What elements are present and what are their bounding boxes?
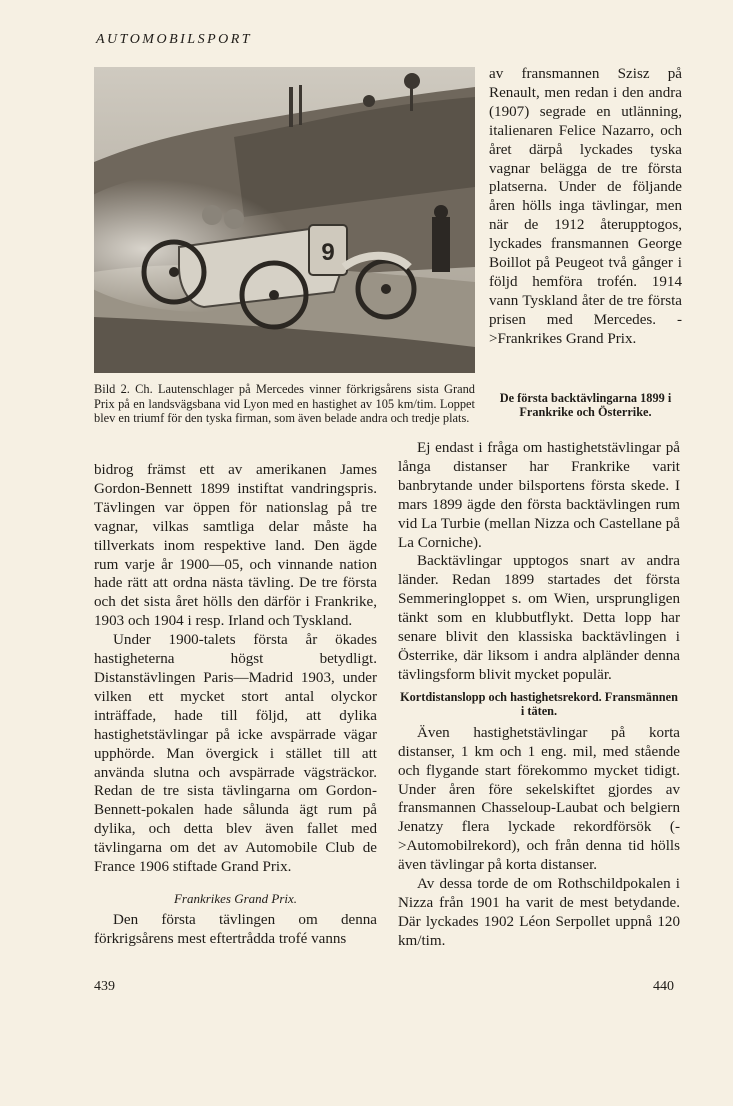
paragraph: Den första tävlingen om denna förkrigsårens mest eftertrådda trofé vanns (94, 911, 377, 947)
photo-caption: Bild 2. Ch. Lautenschlager på Mercedes vinner förkrigsårens sista Grand Prix på en landsvägsbana vid Lyon med en hastighet av 105 km/tim. Loppet blev en triumf för den tyska firman, som även belade andra och tredje plats. (94, 382, 475, 426)
paragraph: Även hastighetstävlingar på korta distanser, 1 km och 1 eng. mil, med stående och flygande start förekommo mycket tidigt. Under åren före sekelskiftet gjordes av fransmannen Chasseloup-Laubat och belgiern Jenatzy flera lyckade rekordförsök (->Automobilrekord), och från denna tid hölls även tävlingar på korta distanser. (398, 724, 680, 874)
page-number-left: 439 (94, 979, 115, 994)
section-heading-grand-prix: Frankrikes Grand Prix. (173, 890, 298, 906)
right-column (398, 439, 680, 951)
car-number: 9 (321, 239, 335, 266)
race-photo (94, 67, 475, 373)
paragraph: Under 1900-talets första år ökades hastigheterna högst betydligt. Distanstävlingen Paris—Madrid 1903, under vilken ett mycket stort antal olyckor inträffade, hade till följd, att dylika hastighetstävlingar på icke avspärrade vägar upphörde. Man övergick i stället till att använda slutna och avspärrade vägsträckor. Redan de tre sista tävlingarna om Gordon-Bennett-pokalen hade sålunda ägt rum på dylika, och detta blev även fallet med tävlingarna om det av Automobile Club de France 1906 stiftade Grand Prix. (94, 632, 377, 876)
race-car-illustration (94, 67, 475, 373)
paragraph: Backtävlingar upptogos snart av andra länder. Redan 1899 startades det första Semmeringloppet s. om Wien, ursprungligen tänkt som en klubbutflykt. Detta lopp har senare blivit den klassiska backtävlingen i Österrike, där liksom i andra alpländer denna tävlingsform blivit mycket populär. (398, 553, 680, 683)
section-heading-backtavlingar: De första backtävlingarna 1899 i Frankrike och Österrike. (499, 391, 672, 419)
left-column (94, 461, 377, 949)
paragraph: av fransmannen Szisz på Renault, men redan i den andra (1907) segrade en utlänning, italienaren Felice Nazarro, och året därpå lyckades tyska vagnar belägga de tre första platserna. Under de följande åren hölls inga tävlingar, men när de 1912 återupptogos, lyckades fransmannen George Boillot på Peugeot två gånger i följd hemföra trofén. 1914 vann Tyskland åter de tre första prisen med Mercedes. ->Frankrikes Grand Prix. (489, 66, 682, 347)
paragraph: Ej endast i fråga om hastighetstävlingar på långa distanser har Frankrike varit banbrytande under bilsportens första skede. I mars 1899 ägde den första backtävlingen rum vid La Turbie (mellan Nizza och Castellane på La Corniche). (398, 440, 680, 551)
paragraph: bidrog främst ett av amerikanen James Gordon-Bennett 1899 instiftat vandringspris. Tävlingen var öppen för nationslag på tre vagnar, vilkas samtliga delar måste ha tillverkats inom respektive land. Den ägde rum varje år 1900—05, och vinnande nation hade rätt att ordna nästa tävling. De tre första och det sista året hölls den därför i Frankrike, 1903 och 1904 i resp. Irland och Tyskland. (94, 462, 377, 630)
paragraph: Av dessa torde de om Rothschildpokalen i Nizza från 1901 ha varit de mest betydande. Där lyckades 1902 Léon Serpollet uppnå 120 km/tim. (398, 876, 680, 949)
right-column-top (489, 65, 682, 349)
page-number-right: 440 (653, 979, 674, 994)
section-heading-kortdistans: Kortdistanslopp och hastighetsrekord. Fransmännen i täten. (400, 689, 678, 718)
spectator-figure (432, 205, 450, 272)
running-header: AUTOMOBILSPORT (96, 32, 253, 47)
